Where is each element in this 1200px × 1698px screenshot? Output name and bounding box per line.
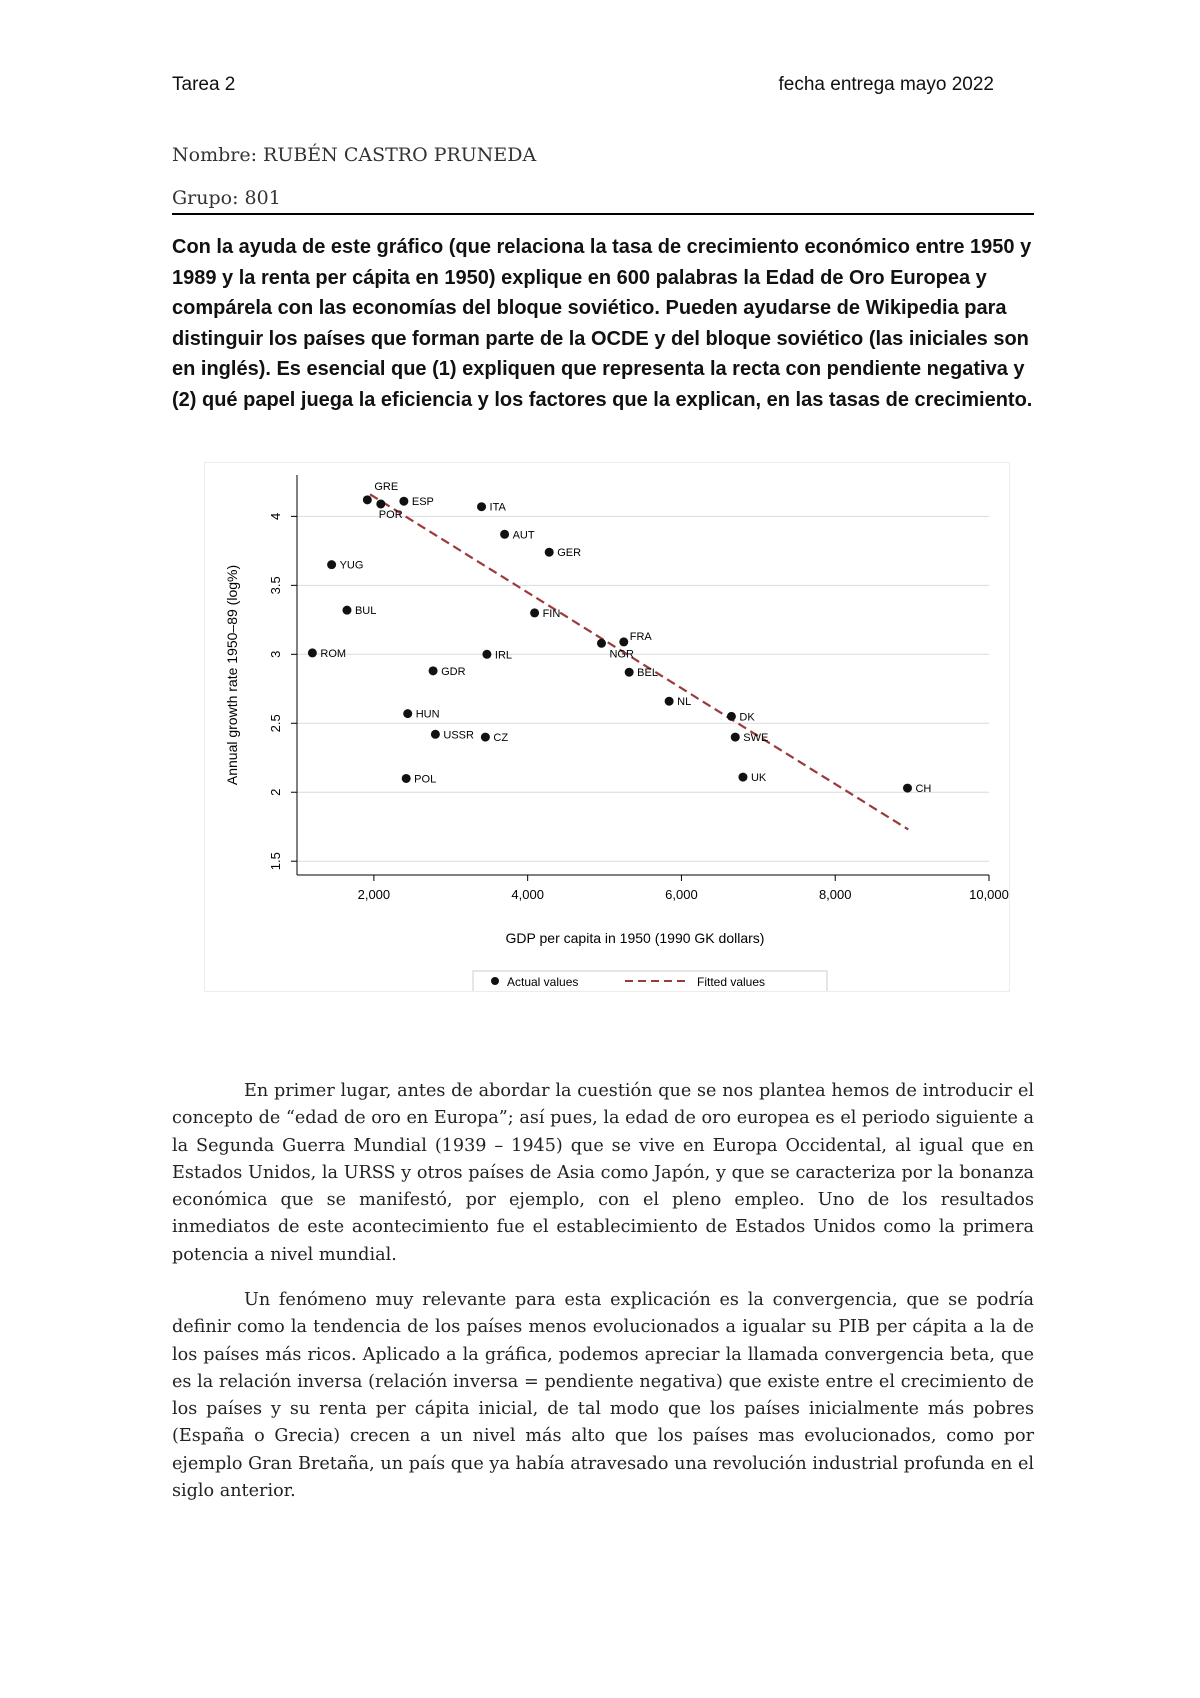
data-point [665,697,674,706]
point-label: POL [414,773,437,786]
header-divider [172,213,1034,215]
data-point [545,548,554,557]
point-label: ROM [320,647,347,660]
data-point [903,784,912,793]
point-label: NL [677,696,692,709]
legend-point-marker [491,977,499,985]
point-label: CZ [493,732,509,745]
data-point [625,668,634,677]
point-label: HUN [415,708,440,721]
x-tick-label: 6,000 [665,887,698,902]
data-point [308,648,317,657]
y-axis-label: Annual growth rate 1950–89 (log%) [224,564,240,786]
y-tick-label: 1.5 [268,852,283,871]
y-tick-label: 4 [268,512,283,520]
data-point [327,560,336,569]
point-label: POR [378,508,403,521]
x-tick-label: 8,000 [818,887,852,902]
y-tick-label: 3.5 [268,576,283,595]
data-point [399,497,408,506]
point-label: ITA [489,501,506,514]
x-tick-label: 4,000 [511,887,544,902]
point-label: CH [915,783,932,796]
point-label: USSR [443,729,474,742]
x-tick-label: 10,000 [969,887,1009,902]
point-label: FIN [542,607,561,620]
point-label: BEL [637,667,658,680]
chart-svg [205,463,1009,991]
data-point [727,712,736,721]
y-tick-label: 2.5 [268,714,283,733]
fitted-line [370,494,908,829]
data-point [403,709,412,718]
data-point [482,650,491,659]
point-label: FRA [629,630,652,643]
x-axis-label: GDP per capita in 1950 (1990 GK dollars) [505,930,765,946]
data-point [363,495,372,504]
data-point [619,637,628,646]
point-label: GRE [374,480,399,493]
point-label: BUL [354,605,377,618]
data-point [402,774,411,783]
legend-actual-label: Actual values [507,975,579,989]
page-header [172,74,994,96]
point-label: IRL [494,649,513,662]
legend-fitted-label: Fitted values [697,975,766,989]
point-label: SWE [743,732,769,745]
data-point [342,606,351,615]
point-label: GER [557,547,582,560]
assignment-label: Tarea 2 [172,74,236,95]
paragraph-2: Un fenómeno muy relevante para esta explicación es la convergencia, que se podría definir como la tendencia de los países menos evolucionados a igualar su PIB per cápita a la de los países más ricos. Aplicado a la gráfica, podemos apreciar la llamada convergencia beta, que es la relación inversa (relación inversa = pendiente negativa) que existe entre el crecimiento de los países y su renta per cápita inicial, de tal modo que los países inicialmente más pobres (España o Grecia) crecen a un nivel más alto que los países mas evolucionados, como por ejemplo Gran Bretaña, un país que ya había atravesado una revolución industrial profunda en el siglo anterior. [172,1290,1034,1502]
data-point [481,733,490,742]
point-label: ESP [411,496,434,509]
assignment-question: Con la ayuda de este gráfico (que relaciona la tasa de crecimiento económico entre 1950 y 1989 y la renta per cápita en 1950) explique en 600 palabras la Edad de Oro Europea y compárela con las economías del bloque soviético. Pueden ayudarse de Wikipedia para distinguir los países que forman parte de la OCDE y del bloque soviético (las iniciales son en inglés). Es esencial que (1) expliquen que representa la recta con pendiente negativa y (2) qué papel juega la eficiencia y los factores que la explican, en las tasas de crecimiento. [172,236,1033,411]
student-name: Nombre: RUBÉN CASTRO PRUNEDA [172,144,537,166]
data-point [500,530,509,539]
data-point [376,499,385,508]
point-label: GDR [441,665,466,678]
data-point [530,608,539,617]
point-label: AUT [512,529,535,542]
scatter-chart [204,462,1010,992]
point-label: NGR [609,648,634,661]
x-tick-label: 2,000 [357,887,391,902]
student-group: Grupo: 801 [172,187,281,209]
point-label: DK [739,711,755,724]
due-date-label: fecha entrega mayo 2022 [778,74,994,95]
data-point [429,666,438,675]
data-point [431,730,440,739]
y-tick-label: 3 [268,650,283,658]
data-point [731,733,740,742]
data-point [597,639,606,648]
point-label: UK [750,772,767,785]
y-tick-label: 2 [268,788,283,796]
data-point [477,502,486,511]
point-label: YUG [339,559,364,572]
data-point [738,773,747,782]
paragraph-1: En primer lugar, antes de abordar la cuestión que se nos plantea hemos de introducir el concepto de “edad de oro en Europa”; así pues, la edad de oro europea es el periodo siguiente a la Segunda Guerra Mundial (1939 – 1945) que se vive en Europa Occidental, al igual que en Estados Unidos, la URSS y otros países de Asia como Japón, y que se caracteriza por la bonanza económica que se manifestó, por ejemplo, con el pleno empleo. Uno de los resultados inmediatos de este acontecimiento fue el establecimiento de Estados Unidos como la primera potencia a nivel mundial. [172,1081,1034,1265]
